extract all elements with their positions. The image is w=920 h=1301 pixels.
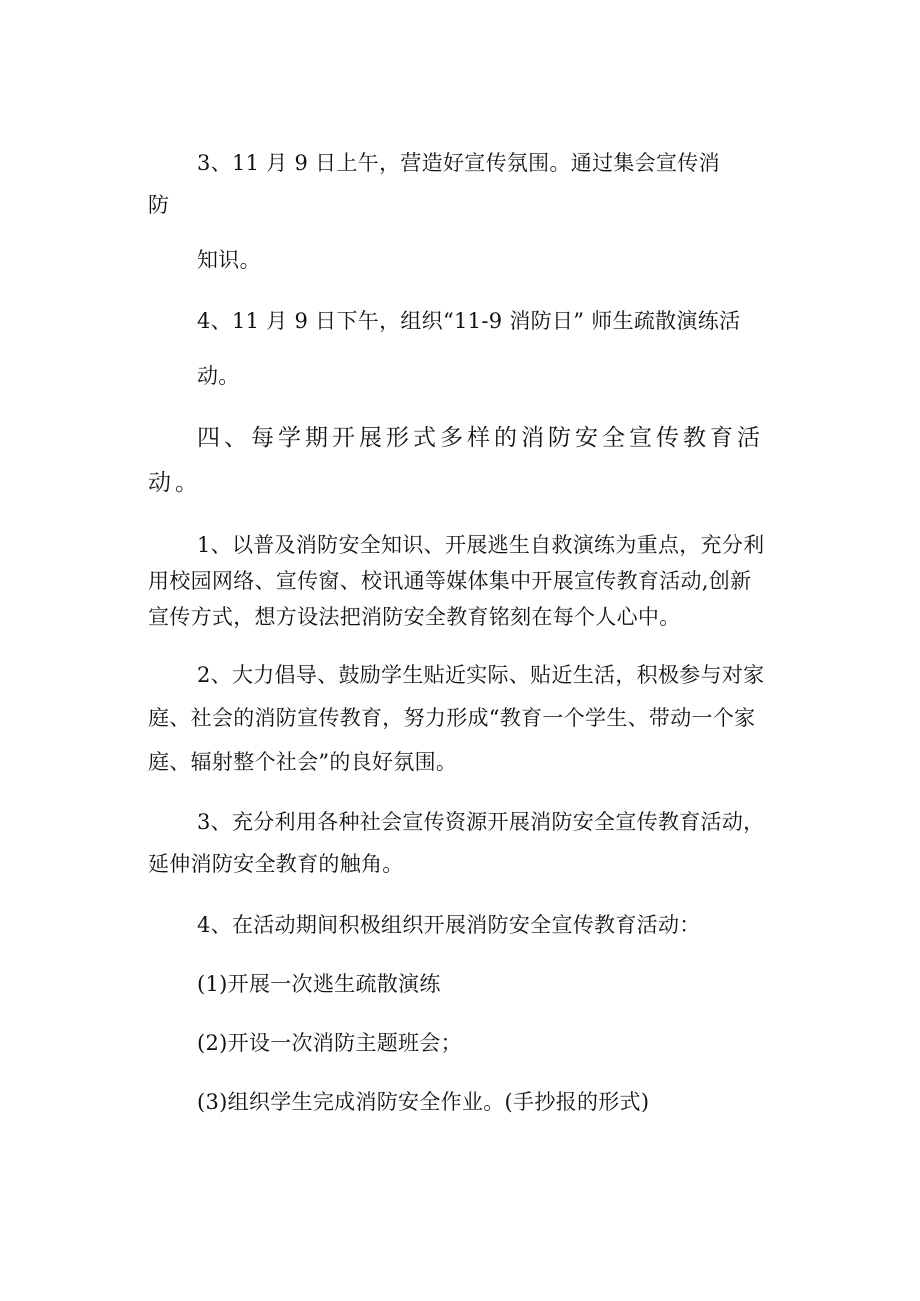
paragraph-2-line-2: 庭、社会的消防宣传教育，努力形成“教育一个学生、带动一个家 — [148, 706, 756, 730]
paragraph-3-line-2: 延伸消防安全教育的触角。 — [148, 852, 404, 876]
section-4-heading-line-2: 动。 — [148, 470, 202, 496]
section-4-heading-line-1: 四、每学期开展形式多样的消防安全宣传教育活 — [197, 425, 764, 451]
sub-item-3: (3)组织学生完成消防安全作业。(手抄报的形式) — [197, 1090, 650, 1114]
item-4-line-1: 4、11 月 9 日下午，组织“11-9 消防日” 师生疏散演练活 — [197, 309, 741, 333]
item-3-line-3: 知识。 — [197, 248, 261, 272]
paragraph-1-line-1: 1、以普及消防安全知识、开展逃生自救演练为重点，充分利 — [197, 533, 765, 557]
paragraph-1-line-3: 宣传方式，想方设法把消防安全教育铭刻在每个人心中。 — [148, 605, 681, 629]
paragraph-2-line-1: 2、大力倡导、鼓励学生贴近实际、贴近生活，积极参与对家 — [197, 663, 765, 687]
paragraph-2-line-3: 庭、辐射整个社会”的良好氛围。 — [148, 750, 458, 774]
paragraph-3-line-1: 3、充分利用各种社会宣传资源开展消防安全宣传教育活动， — [197, 810, 765, 834]
sub-item-2: (2)开设一次消防主题班会； — [197, 1031, 462, 1055]
sub-item-1: (1)开展一次逃生疏散演练 — [197, 972, 441, 996]
item-4-line-2: 动。 — [197, 364, 240, 388]
item-3-line-1: 3、11 月 9 日上午，营造好宣传氛围。通过集会宣传消 — [197, 151, 720, 175]
paragraph-1-line-2: 用校园网络、宣传窗、校讯通等媒体集中开展宣传教育活动,创新 — [148, 569, 752, 593]
item-3-line-2: 防 — [148, 193, 170, 217]
paragraph-4-line-1: 4、在活动期间积极组织开展消防安全宣传教育活动： — [197, 913, 701, 937]
